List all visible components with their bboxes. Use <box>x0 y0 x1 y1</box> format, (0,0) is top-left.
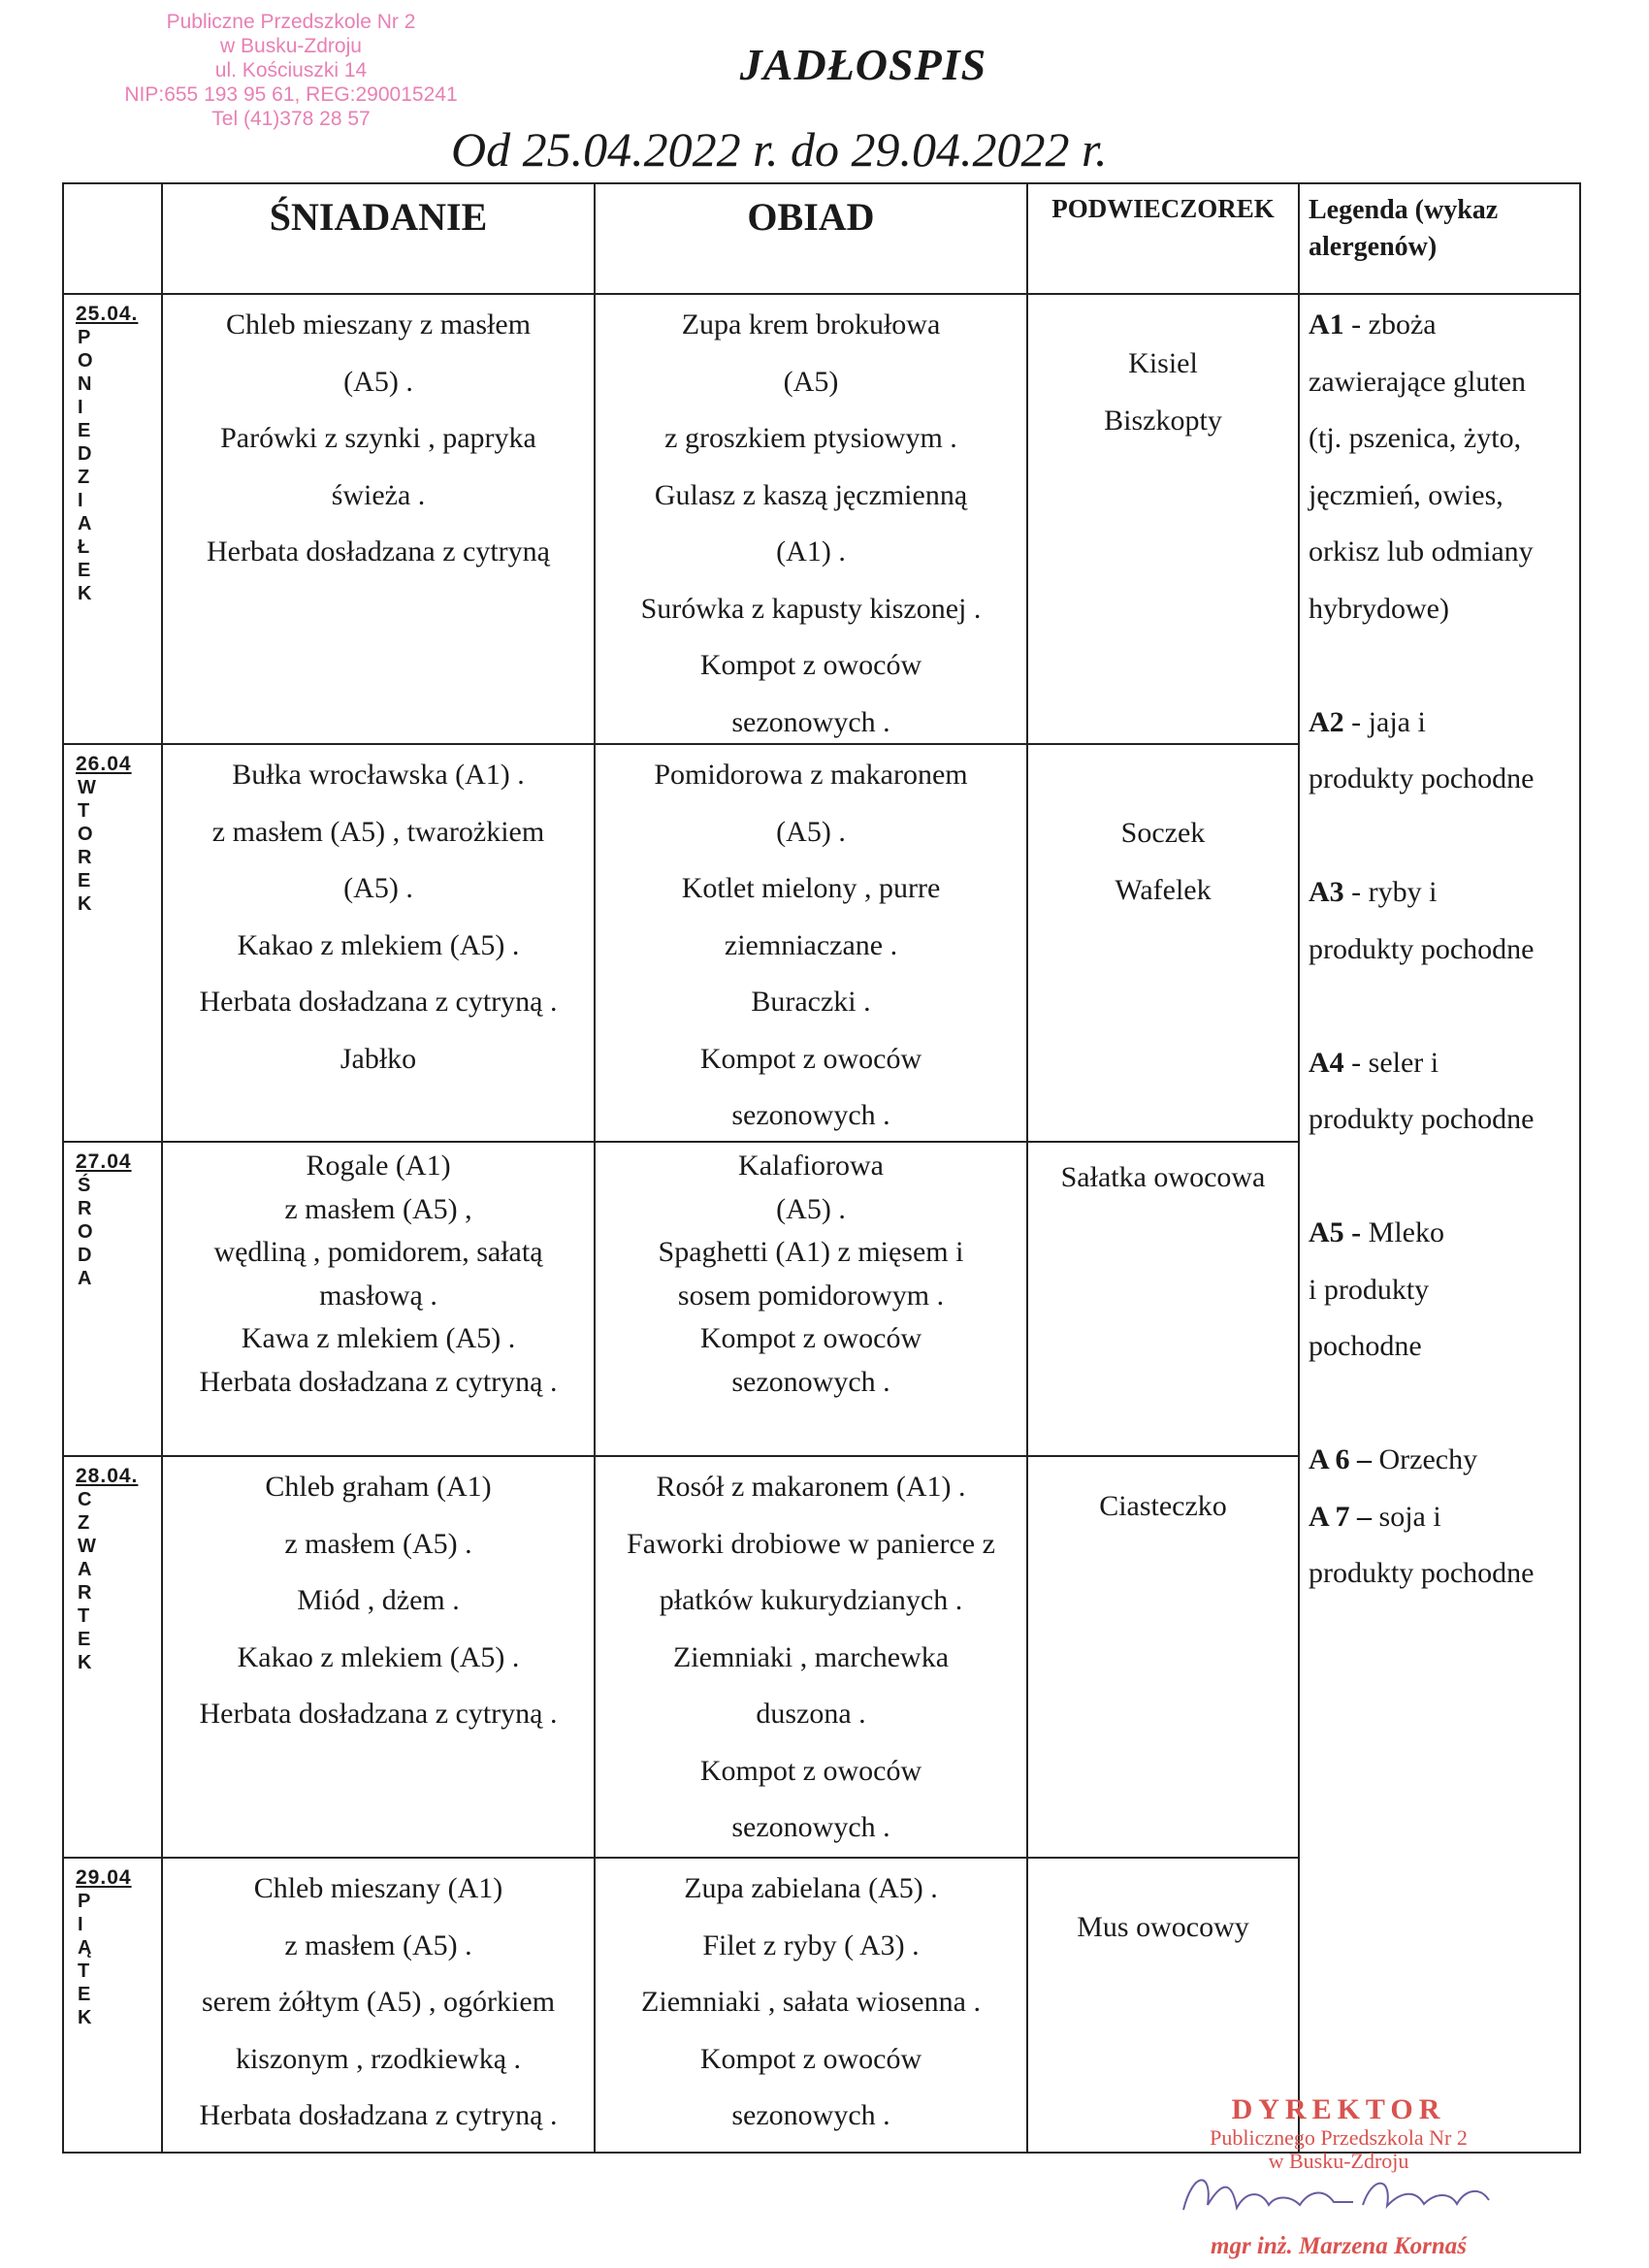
snack-line: Ciasteczko <box>1099 1490 1227 1522</box>
signature-institution: w Busku-Zdroju <box>1268 2149 1409 2173</box>
legend-text: produkty pochodne <box>1309 762 1535 794</box>
snack-line: Kisiel <box>1128 347 1198 379</box>
stamp-line: w Busku-Zdroju <box>220 35 362 57</box>
breakfast-line: (A5) . <box>343 365 413 398</box>
day-name-letter: Ą <box>78 1937 92 1959</box>
legend-text: Orzechy <box>1372 1443 1478 1475</box>
breakfast-line: Herbata dosładzana z cytryną . <box>199 986 558 1018</box>
column-header-snack: PODWIECZOREK <box>1051 194 1275 223</box>
breakfast-line: świeża . <box>331 478 426 511</box>
lunch-line: ziemniaczane . <box>724 928 898 961</box>
breakfast-line: Bułka wrocławska (A1) . <box>232 759 525 791</box>
legend-spacer <box>1309 978 1580 1035</box>
title-text: JADŁOSPIS <box>739 40 987 89</box>
day-name-letter: T <box>78 1605 90 1627</box>
legend-text: produkty pochodne <box>1309 932 1535 965</box>
day-name-letter: E <box>78 870 91 891</box>
snack-line: Mus owocowy <box>1077 1911 1249 1943</box>
legend-text: - seler i <box>1343 1046 1439 1079</box>
breakfast-line: z masłem (A5) . <box>284 1928 472 1961</box>
day-name-letter: D <box>78 1245 92 1266</box>
day-date: 26.04 <box>76 753 132 775</box>
day-name-letter: W <box>78 1536 96 1557</box>
legend-code: A4 <box>1309 1046 1344 1079</box>
lunch-line: sezonowych . <box>731 705 890 738</box>
day-label <box>76 1866 163 2029</box>
breakfast-line: Herbata dosładzana z cytryną . <box>199 1698 558 1730</box>
allergen-legend <box>1309 297 1580 1603</box>
lunch-line: Ziemniaki , sałata wiosenna . <box>641 1986 981 2018</box>
legend-a1 <box>1309 297 1580 354</box>
lunch-line: Kompot z owoców <box>699 1322 922 1354</box>
lunch-line: Zupa zabielana (A5) . <box>684 1872 938 1904</box>
lunch-line: Buraczki . <box>751 986 871 1018</box>
breakfast-line: z masłem (A5) , twarożkiem <box>211 815 545 848</box>
breakfast-line: Kakao z mlekiem (A5) . <box>237 1640 520 1673</box>
lunch-line: sezonowych . <box>731 1099 890 1131</box>
day-name-letter: K <box>78 1652 92 1673</box>
lunch-line: Kompot z owoców <box>699 2042 922 2075</box>
legend-code: A5 - <box>1309 1216 1362 1248</box>
day-name-letter: A <box>78 513 92 535</box>
lunch-cell <box>596 1145 1026 1404</box>
legend-a6 <box>1309 1432 1580 1489</box>
legend-a2 <box>1309 695 1580 752</box>
day-name-letter: T <box>78 1960 90 1982</box>
day-label <box>76 1465 163 1674</box>
breakfast-line: Chleb graham (A1) <box>265 1471 492 1503</box>
breakfast-line: Rogale (A1) <box>306 1150 451 1182</box>
day-name-letter: N <box>78 373 92 395</box>
day-name-letter: E <box>78 560 91 581</box>
legend-a7 <box>1309 1489 1580 1546</box>
day-name-letter: E <box>78 1629 91 1650</box>
legend-header-line: Legenda (wykaz <box>1309 195 1499 225</box>
legend-text: zawierające gluten <box>1309 365 1527 398</box>
legend-text: i produkty <box>1309 1273 1430 1306</box>
day-date: 25.04. <box>76 303 139 325</box>
day-name-letter: O <box>78 824 93 845</box>
day-name-letter: R <box>78 1198 92 1219</box>
day-label <box>76 303 163 605</box>
breakfast-cell <box>163 1459 594 1743</box>
day-name-letter: K <box>78 893 92 915</box>
day-name-letter: I <box>78 397 83 418</box>
legend-text: - jaja i <box>1343 705 1426 738</box>
day-label <box>76 753 163 916</box>
table-border-top <box>62 182 1581 184</box>
lunch-line: płatków kukurydzianych . <box>659 1584 963 1616</box>
lunch-line: Kompot z owoców <box>699 1042 922 1075</box>
day-date: 27.04 <box>76 1150 132 1173</box>
row-divider <box>62 293 1581 295</box>
day-name-letter: P <box>78 327 91 348</box>
legend-code: A3 <box>1309 876 1344 908</box>
breakfast-line: kiszonym , rzodkiewką . <box>235 2042 522 2075</box>
day-name-letter: Ś <box>78 1175 91 1196</box>
lunch-line: Kalafiorowa <box>738 1150 884 1182</box>
day-name-letter: K <box>78 583 92 604</box>
column-header-legend <box>1309 192 1580 266</box>
breakfast-line: Kakao z mlekiem (A5) . <box>237 928 520 961</box>
day-name-letter: W <box>78 777 96 798</box>
breakfast-line: Herbata dosładzana z cytryną . <box>199 1365 558 1398</box>
lunch-line: Ziemniaki , marchewka <box>672 1640 950 1673</box>
stamp-line: NIP:655 193 95 61, REG:290015241 <box>124 83 458 106</box>
lunch-line: Kompot z owoców <box>699 1754 922 1787</box>
legend-text: Mleko <box>1361 1216 1444 1248</box>
legend-spacer <box>1309 1376 1580 1433</box>
director-signature-block <box>1154 2093 1523 2260</box>
legend-spacer <box>1309 1149 1580 1206</box>
signature-institution: Publicznego Przedszkola Nr 2 <box>1210 2125 1468 2150</box>
lunch-line: (A5) <box>783 365 839 398</box>
day-name-letter: R <box>78 847 92 868</box>
breakfast-line: Herbata dosładzana z cytryną . <box>199 2099 558 2131</box>
legend-text: pochodne <box>1309 1330 1422 1362</box>
breakfast-line: (A5) . <box>343 872 413 904</box>
legend-code: A 6 – <box>1309 1443 1373 1475</box>
signature-role: DYREKTOR <box>1231 2093 1446 2125</box>
stamp-line: Publiczne Przedszkole Nr 2 <box>166 11 416 33</box>
breakfast-line: Herbata dosładzana z cytryną <box>207 535 550 567</box>
signature-name: mgr inż. Marzena Kornaś <box>1211 2233 1467 2259</box>
legend-text: (tj. pszenica, żyto, <box>1309 422 1522 454</box>
breakfast-line: wędliną , pomidorem, sałatą <box>213 1236 543 1268</box>
snack-line: Wafelek <box>1115 873 1212 906</box>
breakfast-line: Chleb mieszany (A1) <box>253 1872 503 1904</box>
snack-line: Sałatka owocowa <box>1060 1161 1266 1193</box>
day-label <box>76 1150 163 1290</box>
date-range: Od 25.04.2022 r. do 29.04.2022 r. <box>451 122 1108 177</box>
breakfast-cell <box>163 297 594 581</box>
lunch-line: (A5) . <box>776 815 846 848</box>
table-border-left <box>62 182 64 2154</box>
lunch-line: sosem pomidorowym . <box>677 1279 945 1312</box>
handwritten-signature <box>1154 2161 1523 2229</box>
day-date: 29.04 <box>76 1866 132 1889</box>
lunch-line: Kotlet mielony , purre <box>681 872 941 904</box>
day-name-letter: P <box>78 1891 91 1912</box>
lunch-line: sezonowych . <box>731 2099 890 2131</box>
snack-cell <box>1028 336 1298 449</box>
lunch-line: Zupa krem brokułowa <box>681 308 941 340</box>
legend-text: jęczmień, owies, <box>1309 478 1504 511</box>
legend-a3 <box>1309 864 1580 922</box>
legend-text: hybrydowe) <box>1309 592 1449 625</box>
day-date: 28.04. <box>76 1465 139 1487</box>
breakfast-cell <box>163 1861 594 2145</box>
breakfast-line: Miód , dżem . <box>297 1584 460 1616</box>
legend-code: A 7 – <box>1309 1500 1373 1533</box>
breakfast-line: Jabłko <box>340 1042 417 1075</box>
legend-text: - ryby i <box>1343 876 1438 908</box>
snack-line: Biszkopty <box>1104 404 1222 437</box>
legend-code: A2 <box>1309 705 1344 738</box>
lunch-line: Surówka z kapusty kiszonej . <box>640 592 982 625</box>
lunch-line: Pomidorowa z makaronem <box>654 759 968 791</box>
legend-text: produkty pochodne <box>1309 1103 1535 1135</box>
lunch-cell <box>596 297 1026 751</box>
row-divider <box>62 1455 1300 1457</box>
breakfast-line: masłową . <box>319 1279 437 1312</box>
stamp-line: Tel (41)378 28 57 <box>211 108 371 130</box>
snack-cell <box>1028 805 1298 919</box>
breakfast-cell <box>163 1145 594 1404</box>
legend-text: soja i <box>1372 1500 1441 1533</box>
day-name-letter: K <box>78 2007 92 2028</box>
day-name-letter: Z <box>78 467 90 488</box>
lunch-line: Kompot z owoców <box>699 649 922 681</box>
legend-text: orkisz lub odmiany <box>1309 535 1534 567</box>
lunch-line: Gulasz z kaszą jęczmienną <box>654 478 968 511</box>
lunch-cell <box>596 1861 1026 2145</box>
lunch-line: Rosół z makaronem (A1) . <box>656 1471 966 1503</box>
column-divider <box>1298 182 1300 2154</box>
breakfast-line: Chleb mieszany z masłem <box>225 308 532 340</box>
breakfast-cell <box>163 747 594 1087</box>
day-name-letter: A <box>78 1268 92 1289</box>
legend-code: A1 <box>1309 308 1344 340</box>
lunch-line: Faworki drobiowe w panierce z <box>627 1527 995 1560</box>
day-name-letter: Ł <box>78 536 90 558</box>
day-name-letter: R <box>78 1582 92 1604</box>
legend-a5 <box>1309 1205 1580 1262</box>
lunch-line: (A5) . <box>776 1192 846 1225</box>
day-name-letter: O <box>78 1221 93 1243</box>
lunch-cell <box>596 1459 1026 1857</box>
legend-header-line: alergenów) <box>1309 232 1438 262</box>
snack-cell <box>1028 1156 1298 1200</box>
lunch-line: sezonowych . <box>731 1365 890 1398</box>
lunch-line: sezonowych . <box>731 1811 890 1843</box>
column-header-breakfast: ŚNIADANIE <box>269 195 488 239</box>
snack-line: Soczek <box>1120 817 1206 849</box>
day-name-letter: I <box>78 1914 83 1935</box>
lunch-line: Spaghetti (A1) z mięsem i <box>658 1236 964 1268</box>
lunch-line: z groszkiem ptysiowym . <box>664 422 957 454</box>
breakfast-line: z masłem (A5) , <box>284 1192 472 1225</box>
breakfast-line: Kawa z mlekiem (A5) . <box>241 1322 516 1354</box>
day-name-letter: Z <box>78 1512 90 1534</box>
legend-spacer <box>1309 637 1580 695</box>
day-name-letter: E <box>78 420 91 441</box>
column-header-lunch: OBIAD <box>747 195 875 239</box>
snack-cell <box>1028 1478 1298 1536</box>
legend-a4 <box>1309 1035 1580 1092</box>
legend-spacer <box>1309 808 1580 865</box>
row-divider <box>62 1857 1300 1859</box>
day-name-letter: I <box>78 490 83 511</box>
legend-text: - zboża <box>1343 308 1437 340</box>
day-name-letter: E <box>78 1984 91 2005</box>
stamp-line: ul. Kościuszki 14 <box>214 59 368 81</box>
day-name-letter: A <box>78 1559 92 1580</box>
breakfast-line: z masłem (A5) . <box>284 1527 472 1560</box>
lunch-line: (A1) . <box>776 535 846 567</box>
snack-cell <box>1028 1899 1298 1957</box>
breakfast-line: serem żółtym (A5) , ogórkiem <box>201 1986 556 2018</box>
day-name-letter: T <box>78 800 90 822</box>
breakfast-line: Parówki z szynki , papryka <box>220 422 536 454</box>
day-name-letter: C <box>78 1489 92 1510</box>
day-name-letter: D <box>78 443 92 465</box>
lunch-cell <box>596 747 1026 1145</box>
lunch-line: Filet z ryby ( A3) . <box>702 1928 920 1961</box>
day-name-letter: O <box>78 350 93 372</box>
legend-text: produkty pochodne <box>1309 1557 1535 1589</box>
lunch-line: duszona . <box>756 1698 866 1730</box>
